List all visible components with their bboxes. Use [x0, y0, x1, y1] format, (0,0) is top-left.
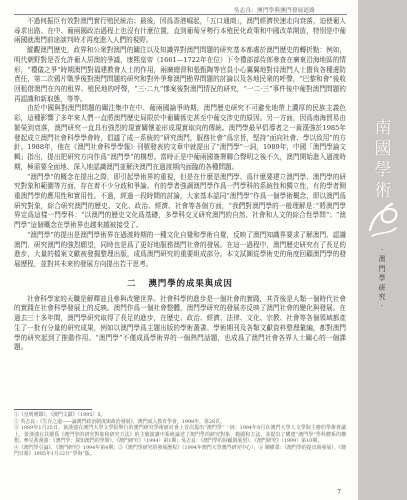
side-section-title	[376, 246, 388, 312]
brand-swirl-icon	[364, 196, 402, 240]
running-head: 吳志良：澳門學與澳門發展道路	[233, 8, 315, 14]
header-rule	[14, 14, 347, 15]
footnote-rule	[14, 409, 92, 410]
footnote-2: ② 吳志良：《生存之道——論澳門政治制度與政治發展》，澳門成人教育學會，1998年，第28頁。	[14, 418, 225, 425]
paragraph-5: “澳門學”的提出是澳門學術界在過渡時期的一種文化自覺和學術自覺，反映了澳門知識界要求了解澳門、認識澳門、研究澳門的強烈願望，同時也是爲了更好地服務澳門社會的發展。在這一過程中，澳門歷史研究有了長足的進步，大量的檔案文獻被發掘整理出版，成爲澳門研究的重要組成部分。本文試圖從學術史的角度回顧澳門學的發展歷程，並對其未來的發展方向提出若干思考。	[14, 230, 346, 268]
page-number: 7	[337, 489, 341, 496]
brand-char: 學	[374, 160, 392, 180]
paragraph-2: 縱觀澳門歷史，政界和公衆對澳門的關注以及知識界對澳門問題的研究基本都處於澳門歷史的轉折點：例如，明代朝野對是否允許葡人居澳的爭議，康熙皇帝（1661—1722年在位）下令禮部部侍郎參查在廣東沿海地區的情形，“禮儀之爭”時期澳門對福建教會人士的作用，兩廣總督和張甄陶等官員小心翼翼地對待澳門人士擔負各種邊防責任，第二次鴉片戰爭後對澳門問題的研究和對外爭奪澳門勘界問題的討論以及各地民衆的呼聲，“巴黎和會”後收回租借澳門在內的租界、殖民地的呼聲，“三·二九”慘案後對澳門情況的研究，“一二·三”事件後中葡對澳門問題的再認識和新取態，等等。	[14, 46, 346, 103]
paragraph-3: 由於中國與對澳門問題的關注集中在中、葡兩國論爭時期，澳門歷史研究不可避免地帶上濃厚的民族主義色彩，這種影響了多年來人們一直將澳門歷史局限於中葡關係史甚至中葡交涉史的原因。另一方面，因爲南海貿易由繁榮到衰落，澳門研究一直具有強烈的現實關懷並形成現實取向的傳統。澳門學最早倡導者之一黃漢強於1985年發起成立澳門社會科學學會時，倡議了成一系統的“研究澳門，服務社會”爲宗旨，堅持“面向社會、學以致用”的方針。1988年，他在《澳門社會科學學報》刊號發表的文章中就提出了“澳門學”一詞，1989年，中國「澳門學論文輯」指出，提出把研究方向作爲“澳門學”的構想。當時正是中葡兩國簽署聯合聲明之後不久，澳門開始進入過渡時期，極需要全面地、深入地認識澳門並解決澳門在過渡期內面臨的各種問題。	[14, 104, 346, 171]
paragraph-4: “澳門學”的概念在提出之際，即引起學術界的重視，但是在什麼是澳門學、爲什麼要建立澳門學、澳門學的研究對象和範圍等方面，存在着不少分歧和爭論。有的學者強調澳門學作爲一門學科的系統性和獨立性，有的學者側重澳門學的應用性和實用性。不過，經過一段時間的討論，大家基本認同“澳門學”作爲一個學術概念，即以澳門爲研究對象，綜合研究澳門的歷史、文化、政治、經濟、社會等各個方面，“我們對澳門學的一般理解是：”將澳門學界定爲這樣一門學科：“以澳門的歷史文化爲基礎，多學科交叉研究澳門的自然、社會和人文的綜合性學問”；“澳門學”這個概念在學術界也越來越被接受了。	[14, 172, 346, 230]
section-heading	[14, 277, 346, 289]
footnote-4: ④《澳門學引論》，《澳門研究》1994年第4期；⑤《澳門學研究的發展歷程》（1994年澳門大學澳門研究中心），⑥ 陳樹榮：《澳門學的提出與發展》，《澳門日報》1995年1月22日“學海”版。	[14, 444, 346, 458]
paragraph-6: 社會科學家的天職是解釋並且參與改變世界。社會科學的進步是一個社會的實踐，其背後是人類一個時代社會的實踐在社會科學發展上的反映。澳門作爲一個社會整體，澳門學研究的發展亦反映了澳門社會的變化與發展。在過去三十多年間，澳門學研究取得了長足的進步，在歷史、政治、經濟、法律、文化、宗教、社會等各個領域都產生了一批有分量的研究成果，例如以澳門學爲主題出版的學術叢書、學術期刊及各類文獻資料整理彙編，都對澳門學的研究起到了推動作用。“澳門學”不僅成爲學術界的一個熱門話題，也成爲了澳門社會各界人士關心的一個課題。	[14, 294, 346, 352]
side-title-char: ·	[380, 302, 384, 311]
brand-char: 國	[374, 139, 392, 159]
footnotes	[14, 409, 346, 458]
section-title: 澳門學的成果與成因	[148, 277, 233, 288]
side-title-char: 澳	[378, 255, 386, 264]
side-title-char: ·	[380, 246, 384, 254]
paragraph-1: 不過何振臣有效對澳門實行殖民統治；最後，因爲香港崛起，「五口通商」，澳門經濟快速走向衰落，迫使葡人尋求出路。在中、葡兩國政治過程上也沒有什麼位置，直到葡萄牙勢行本殖民化政策和中國改革開放，特別是中葡兩國就澳門前途談判時才再度進入人們的視野。	[14, 17, 346, 45]
side-title-char: 究	[378, 293, 386, 302]
side-title-char: 門	[378, 264, 386, 273]
footnote-3: ③ 1989年1月25日，黃漢強在澳門大學文學院舉行的澳門研究學術研討會上首次提出“澳門學”一詞；1994年8月在澳門大學人文學院主辦的學術會議上，黃漢強在其題爲《澳門學的研究對象和研究方法》的主題演講中系統論述了澳門學的研究對象、範圍和方法，並提出了構建“澳門學”學科體系的構想。參見黃漢強：《澳門學：探知澳門的學問》，《澳門研究》（1994）第1期；吳志良：《澳門學的回顧與展望》，《澳門研究》（1999）第10期。	[14, 425, 346, 445]
journal-brand-logo	[364, 118, 402, 201]
body-text-column	[14, 17, 346, 353]
footnote-1: ①《皇明實錄》，《澳門文獻》（1995）5。	[14, 412, 106, 418]
section-number: 二	[127, 277, 137, 288]
side-title-char: 學	[378, 274, 386, 283]
brand-char: 南	[374, 118, 392, 138]
brand-char: 術	[374, 181, 392, 201]
side-title-char: 研	[378, 283, 386, 292]
